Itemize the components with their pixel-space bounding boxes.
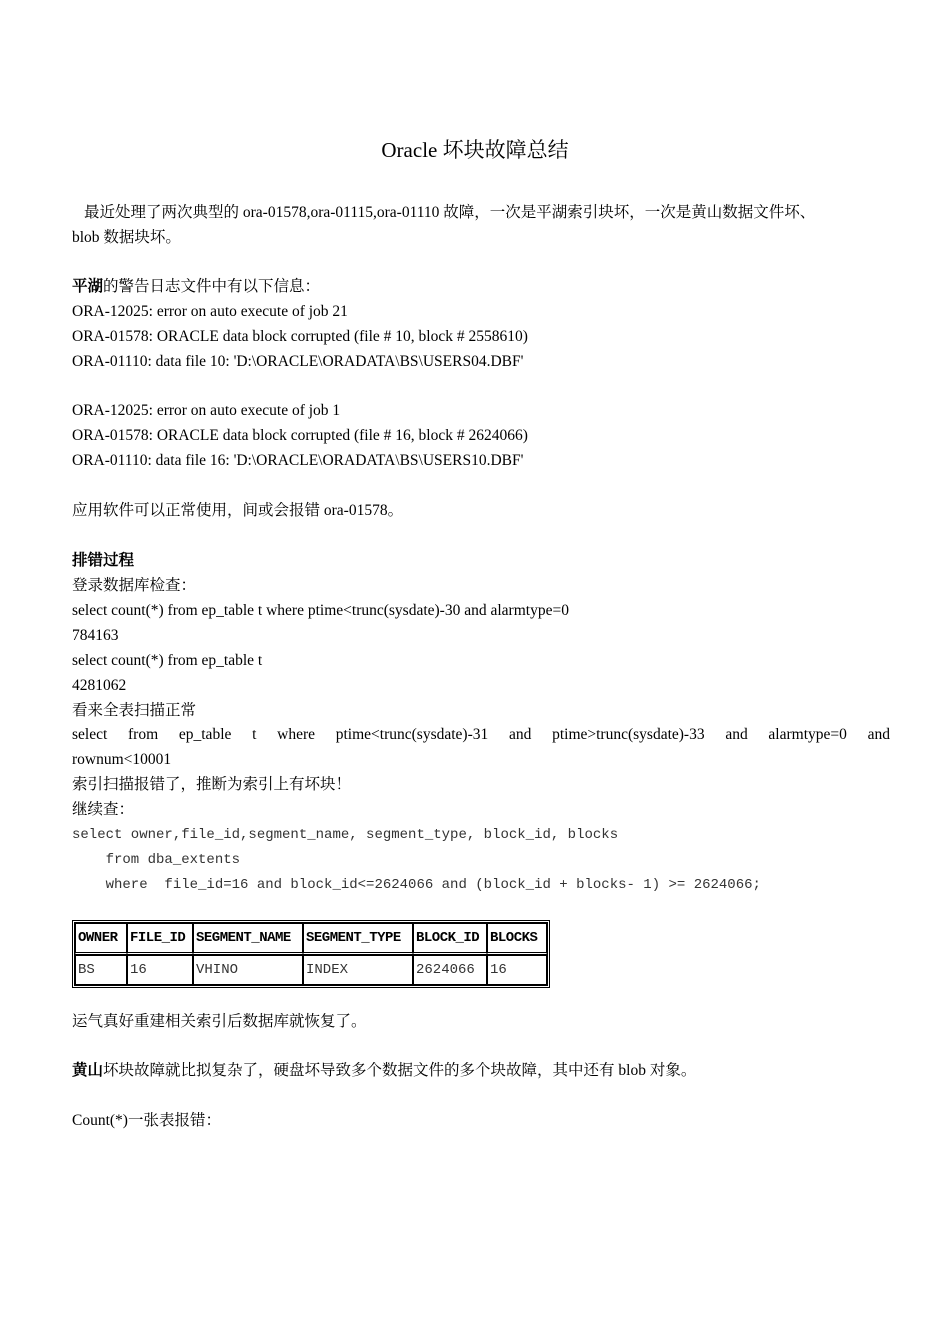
app-note: 应用软件可以正常使用，间或会报错 ora-01578。 xyxy=(72,502,404,519)
pinghu-rest: 的警告日志文件中有以下信息： xyxy=(103,278,321,295)
table-header-cell: FILE_ID xyxy=(127,923,193,955)
table-cell: 16 xyxy=(487,955,547,985)
query3-word: ptime<trunc(sysdate)-31 xyxy=(335,726,489,743)
query3-word: and xyxy=(725,726,748,743)
document-title: Oracle 坏块故障总结 xyxy=(381,138,569,162)
log1-line: ORA-01110: data file 10: 'D:\ORACLE\ORADATA\BS\USERS04.DBF' xyxy=(72,353,524,370)
recovery-note: 运气真好重建相关索引后数据库就恢复了。 xyxy=(72,1013,367,1030)
sql-line: from dba_extents xyxy=(72,852,241,868)
table-header-cell: BLOCKS xyxy=(487,923,547,955)
step-line: 4281062 xyxy=(72,677,127,694)
pinghu-label: 平湖 xyxy=(72,278,104,295)
query3-word: from xyxy=(128,726,159,743)
table-cell: 2624066 xyxy=(413,955,487,985)
table-cell: BS xyxy=(75,955,127,985)
log2-line: ORA-01578: ORACLE data block corrupted (file # 16, block # 2624066) xyxy=(72,427,528,444)
result-table xyxy=(72,920,550,988)
step-line: select count(*) from ep_table t where ptime<trunc(sysdate)-30 and alarmtype=0 xyxy=(72,602,569,619)
section-title: 排错过程 xyxy=(72,552,135,569)
query3-word: where xyxy=(277,726,316,743)
table-header-cell: BLOCK_ID xyxy=(413,923,487,955)
table-cell: VHINO xyxy=(193,955,303,985)
continue-check: 继续查： xyxy=(72,801,135,818)
table-header-cell: SEGMENT_TYPE xyxy=(303,923,413,955)
query3-word: select xyxy=(72,726,108,743)
query3-word: t xyxy=(252,726,257,743)
huangshan-label: 黄山 xyxy=(72,1062,104,1079)
huangshan-paragraph xyxy=(72,1058,696,1083)
table-header-cell: OWNER xyxy=(75,923,127,955)
sql-line: where file_id=16 and block_id<=2624066 and (block_id + blocks- 1) >= 2624066; xyxy=(72,877,761,893)
query3-word: and xyxy=(867,726,890,743)
table-cell: INDEX xyxy=(303,955,413,985)
table-header-cell: SEGMENT_NAME xyxy=(193,923,303,955)
query3-word: ep_table xyxy=(178,726,232,743)
query3-word: and xyxy=(508,726,532,743)
huangshan-rest: 坏块故障就比拟复杂了，硬盘坏导致多个数据文件的多个块故障，其中还有 blob 对象。 xyxy=(103,1062,697,1079)
log2-line: ORA-12025: error on auto execute of job 1 xyxy=(72,402,341,419)
step-line: 784163 xyxy=(72,627,119,644)
step-line: 登录数据库检查： xyxy=(72,577,197,594)
index-error-note: 索引扫描报错了，推断为索引上有坏块！ xyxy=(72,776,352,793)
step-line: select count(*) from ep_table t xyxy=(72,652,263,669)
log1-line: ORA-12025: error on auto execute of job 21 xyxy=(72,303,348,320)
table-header-row xyxy=(75,923,547,955)
log1-line: ORA-01578: ORACLE data block corrupted (file # 10, block # 2558610) xyxy=(72,328,528,345)
step-line: 看来全表扫描正常 xyxy=(72,702,197,719)
sql-line: select owner,file_id,segment_name, segment_type, block_id, blocks xyxy=(72,827,619,843)
query3-line xyxy=(72,722,890,747)
query3-word: alarmtype=0 xyxy=(768,726,847,743)
intro-paragraph-line2: blob 数据块坏。 xyxy=(72,229,181,246)
table-cell: 16 xyxy=(127,955,193,985)
query3-word: ptime>trunc(sysdate)-33 xyxy=(552,726,705,743)
intro-paragraph-line1: 最近处理了两次典型的 ora-01578,ora-01115,ora-01110 故障，一次是平湖索引块坏，一次是黄山数据文件坏、 xyxy=(84,204,816,221)
query3-continuation: rownum<10001 xyxy=(72,751,172,768)
pinghu-heading xyxy=(72,274,320,299)
table-row xyxy=(75,955,547,985)
log2-line: ORA-01110: data file 16: 'D:\ORACLE\ORADATA\BS\USERS10.DBF' xyxy=(72,452,524,469)
count-note: Count(*)一张表报错： xyxy=(72,1112,221,1129)
